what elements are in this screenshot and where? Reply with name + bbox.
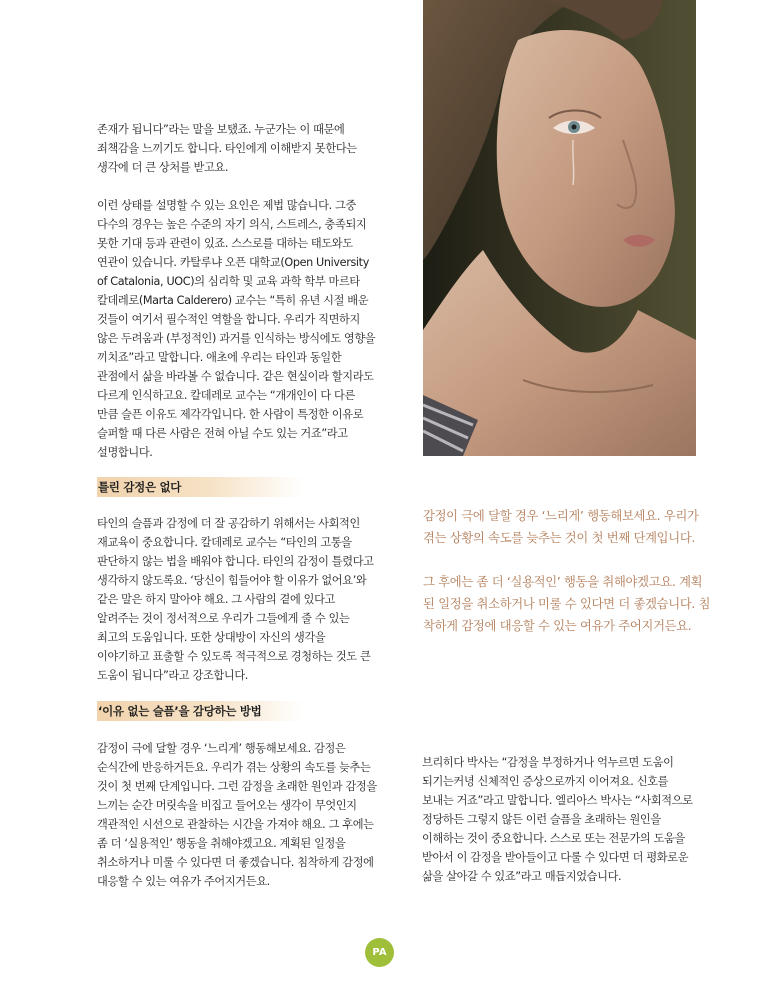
body-paragraph-3: 타인의 슬픔과 감정에 더 잘 공감하기 위해서는 사회적인 재교육이 중요합니다. 칼데레로 교수는 “타인의 고통을 판단하지 않는 법을 배워야 합니다. 타인의 감정이 틀렸다고 생각하지 않도록요. ‘당신이 힘들어야 할 이유가 없어요’와 같은 말은 하지 말아야 해요. 그 사람의 곁에 있다고 알려주는 것이 정서적으로 우리가 그들에게 줄 수 있는 최고의 도움입니다. 또한 상대방이 자신의 생각을 이야기하고 표출할 수 있도록 적극적으로 경청하는 것도 큰 도움이 됩니다”라고 강조합니다. xyxy=(97,517,374,682)
pull-quote-part-1: 감정이 극에 달할 경우 ‘느리게’ 행동해보세요. 우리가 겪는 상황의 속도를 늦추는 것이 첫 번째 단계입니다. xyxy=(423,509,699,545)
closing-paragraph: 브리히다 박사는 “감정을 부정하거나 억누르면 도움이 되기는커녕 신체적인 증상으로까지 이어져요. 신호를 보내는 거죠”라고 말합니다. 엘리아스 박사는 “사회적으로 정당하든 그렇지 않든 이런 슬픔을 초래하는 원인을 이해하는 것이 중요합니다. 스스로 또는 전문가의 도움을 받아서 이 감정을 받아들이고 다룰 수 있다면 더 평화로운 삶을 살아갈 수 있죠”라고 매듭지었습니다. xyxy=(422,756,693,883)
left-column xyxy=(97,120,379,462)
body-paragraph-4: 감정이 극에 달할 경우 ‘느리게’ 행동해보세요. 감정은 순식간에 반응하거든요. 우리가 겪는 상황의 속도를 늦추는 것이 첫 번째 단계입니다. 그런 감정을 초래한 원인과 감정을 느끼는 순간 머릿속을 비집고 들어오는 생각이 무엇인지 객관적인 시선으로 관찰하는 시간을 가져야 해요. 그 후에는 좀 더 ‘실용적인’ 행동을 취해야겠고요. 계획된 일정을 취소하거나 미룰 수 있다면 더 좋겠습니다. 침착하게 감정에 대응할 수 있는 여유가 주어지거든요. xyxy=(97,742,377,888)
article-photo xyxy=(423,0,696,456)
body-paragraph-2: 이런 상태를 설명할 수 있는 요인은 제법 많습니다. 그중 다수의 경우는 높은 수준의 자기 의식, 스트레스, 충족되지 못한 기대 등과 관련이 있죠. 스스로를 대하는 태도와도 연관이 있습니다. 카탈루냐 오픈 대학교(Open University of Catalonia, UOC)의 심리학 및 교육 과학 학부 마르타 칼데레로(Marta Calderero) 교수는 “특히 유년 시절 배운 것들이 여기서 필수적인 역할을 합니다. 우리가 직면하지 않은 두려움과 (부정적인) 과거를 인식하는 방식에도 영향을 끼치죠”라고 말합니다. 애초에 우리는 타인과 동일한 관점에서 삶을 바라볼 수 없습니다. 같은 현실이라 할지라도 다르게 인식하고요. 칼데레로 교수는 “개개인이 다 다른 만큼 슬픈 이유도 제각각입니다. 한 사람이 특정한 이유로 슬퍼할 때 다른 사람은 전혀 아닐 수도 있는 거죠”라고 설명합니다. xyxy=(97,199,376,459)
section-heading-1: 틀린 감정은 없다 xyxy=(97,477,303,497)
intro-paragraph: 존재가 됩니다”라는 말을 보탰죠. 누군가는 이 때문에 죄책감을 느끼기도 합니다. 타인에게 이해받지 못한다는 생각에 더 큰 상처를 받고요. xyxy=(97,123,357,174)
right-column xyxy=(422,753,702,886)
page-badge: PA xyxy=(365,938,394,967)
left-column-section-1 xyxy=(97,514,379,685)
left-column-section-2 xyxy=(97,739,379,891)
pull-quote xyxy=(423,505,713,637)
pull-quote-part-2: 그 후에는 좀 더 ‘실용적인’ 행동을 취해야겠고요. 계획된 일정을 취소하거나 미룰 수 있다면 더 좋겠습니다. 침착하게 감정에 대응할 수 있는 여유가 주어지거든요. xyxy=(423,575,711,633)
section-heading-2: ‘이유 없는 슬픔’을 감당하는 방법 xyxy=(97,701,303,721)
